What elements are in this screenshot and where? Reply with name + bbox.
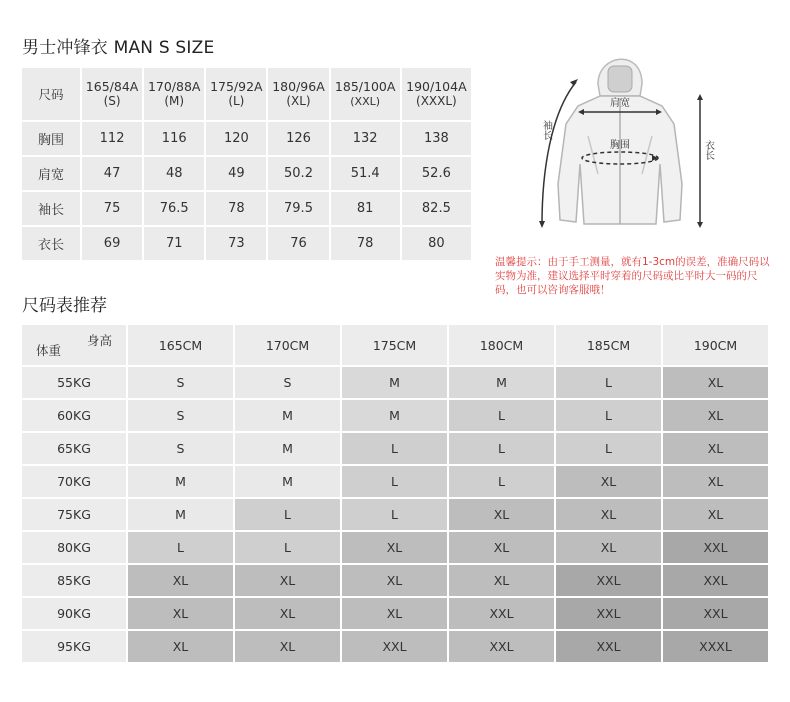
recommended-size: XL (234, 630, 341, 663)
sleeve-label: 袖长 (540, 120, 552, 140)
recommended-size: L (127, 531, 234, 564)
measure-value: 71 (143, 226, 205, 261)
height-col: 185CM (555, 324, 662, 366)
size-row (21, 121, 472, 156)
recommended-size: L (234, 531, 341, 564)
size-col-s (81, 67, 143, 121)
recommended-size: XL (662, 465, 769, 498)
recommended-size: S (127, 432, 234, 465)
recommended-size: XXL (555, 597, 662, 630)
height-header: 身高 (86, 333, 112, 348)
measure-value: 78 (205, 191, 267, 226)
recommended-size: M (341, 399, 448, 432)
recommended-size: M (448, 366, 555, 399)
recommended-size: M (127, 498, 234, 531)
corner-cell (21, 324, 127, 366)
recommended-size: XXL (341, 630, 448, 663)
measure-value: 82.5 (401, 191, 472, 226)
recommended-size: L (341, 498, 448, 531)
recommended-size: XL (341, 564, 448, 597)
measure-value: 78 (330, 226, 401, 261)
recommended-size: XL (234, 597, 341, 630)
size-table (20, 66, 473, 262)
size-name: (XXL) (350, 95, 381, 108)
size-label-header: 尺码 (21, 67, 81, 121)
measure-label: 衣长 (21, 226, 81, 261)
size-name: (M) (164, 94, 185, 108)
recommended-size: XXXL (662, 630, 769, 663)
recommended-size: S (234, 366, 341, 399)
recommended-size: XL (448, 531, 555, 564)
recommended-size: XL (662, 366, 769, 399)
recommended-size: L (448, 432, 555, 465)
recommended-size: M (234, 432, 341, 465)
size-code: 175/92A (210, 79, 263, 94)
recommended-size: XL (341, 531, 448, 564)
recommended-size: XXL (662, 564, 769, 597)
recommend-table (20, 323, 770, 664)
shoulder-label: 肩宽 (610, 98, 630, 109)
measure-value: 138 (401, 121, 472, 156)
recommended-size: L (234, 498, 341, 531)
height-col: 190CM (662, 324, 769, 366)
recommended-size: XXL (448, 630, 555, 663)
weight-header: 体重 (36, 343, 62, 358)
recommended-size: XL (555, 465, 662, 498)
recommend-title: 尺码表推荐 (22, 296, 107, 316)
weight-label: 60KG (21, 399, 127, 432)
size-chart-title: 男士冲锋衣 MAN S SIZE (22, 38, 215, 58)
recommended-size: M (127, 465, 234, 498)
measure-value: 81 (330, 191, 401, 226)
weight-row (21, 498, 769, 531)
recommended-size: L (448, 465, 555, 498)
size-code: 190/104A (406, 79, 467, 94)
jacket-diagram (520, 44, 770, 244)
measure-label: 胸围 (21, 121, 81, 156)
chest-label: 胸围 (610, 140, 630, 151)
size-name: (L) (228, 94, 245, 108)
measure-value: 69 (81, 226, 143, 261)
measure-value: 47 (81, 156, 143, 191)
recommended-size: XL (662, 399, 769, 432)
weight-row (21, 399, 769, 432)
size-col-xl (267, 67, 329, 121)
weight-label: 65KG (21, 432, 127, 465)
measure-value: 79.5 (267, 191, 329, 226)
recommended-size: XL (662, 432, 769, 465)
height-col: 175CM (341, 324, 448, 366)
recommended-size: XL (127, 564, 234, 597)
weight-row (21, 630, 769, 663)
height-col: 165CM (127, 324, 234, 366)
recommended-size: XL (234, 564, 341, 597)
recommended-size: L (555, 432, 662, 465)
measurement-note: 温馨提示：由于手工测量，就有1-3cm的误差，准确尺码以实物为准，建议选择平时穿着的尺码或比平时大一码的尺码，也可以咨询客服哦！ (495, 256, 770, 296)
measure-value: 116 (143, 121, 205, 156)
recommended-size: S (127, 399, 234, 432)
recommended-size: XXL (662, 597, 769, 630)
recommended-size: XXL (448, 597, 555, 630)
recommended-size: S (127, 366, 234, 399)
size-table-body (21, 121, 472, 261)
recommended-size: XXL (555, 630, 662, 663)
size-name: (XL) (286, 94, 311, 108)
recommended-size: L (555, 399, 662, 432)
size-row (21, 156, 472, 191)
recommended-size: L (555, 366, 662, 399)
size-code: 185/100A (334, 79, 396, 94)
recommended-size: XL (127, 630, 234, 663)
size-code: 180/96A (272, 79, 325, 94)
weight-label: 80KG (21, 531, 127, 564)
measure-value: 76.5 (143, 191, 205, 226)
size-name: (XXXL) (416, 94, 457, 108)
size-col-m (143, 67, 205, 121)
size-name: (S) (103, 94, 121, 108)
measure-value: 126 (267, 121, 329, 156)
weight-row (21, 597, 769, 630)
weight-label: 95KG (21, 630, 127, 663)
measure-value: 48 (143, 156, 205, 191)
recommended-size: XXL (662, 531, 769, 564)
recommended-size: L (341, 432, 448, 465)
recommended-size: XL (448, 498, 555, 531)
recommended-size: XL (662, 498, 769, 531)
weight-label: 75KG (21, 498, 127, 531)
weight-row (21, 465, 769, 498)
recommended-size: XL (555, 498, 662, 531)
weight-row (21, 564, 769, 597)
recommended-size: L (341, 465, 448, 498)
recommend-header (21, 324, 769, 366)
measure-value: 112 (81, 121, 143, 156)
measure-value: 73 (205, 226, 267, 261)
weight-label: 55KG (21, 366, 127, 399)
recommended-size: M (234, 465, 341, 498)
measure-label: 肩宽 (21, 156, 81, 191)
measure-value: 120 (205, 121, 267, 156)
weight-row (21, 366, 769, 399)
weight-row (21, 531, 769, 564)
measure-value: 50.2 (267, 156, 329, 191)
recommended-size: XL (555, 531, 662, 564)
measure-value: 76 (267, 226, 329, 261)
recommended-size: XL (127, 597, 234, 630)
recommended-size: XL (448, 564, 555, 597)
measure-value: 80 (401, 226, 472, 261)
weight-label: 70KG (21, 465, 127, 498)
size-code: 170/88A (147, 79, 201, 94)
measure-value: 52.6 (401, 156, 472, 191)
measure-value: 75 (81, 191, 143, 226)
jacket-icon (520, 44, 770, 244)
measure-label: 袖长 (21, 191, 81, 226)
length-label: 衣长 (702, 140, 714, 160)
weight-row (21, 432, 769, 465)
size-col-xxl (330, 67, 401, 121)
measure-value: 49 (205, 156, 267, 191)
recommended-size: XXL (555, 564, 662, 597)
size-row (21, 191, 472, 226)
recommended-size: L (448, 399, 555, 432)
size-code: 165/84A (85, 79, 139, 94)
size-col-xxxl (401, 67, 472, 121)
recommended-size: XL (341, 597, 448, 630)
size-col-l (205, 67, 267, 121)
height-col: 170CM (234, 324, 341, 366)
size-table-header (21, 67, 472, 121)
recommended-size: M (341, 366, 448, 399)
measure-value: 132 (330, 121, 401, 156)
recommend-body (21, 366, 769, 663)
recommended-size: M (234, 399, 341, 432)
weight-label: 90KG (21, 597, 127, 630)
measure-value: 51.4 (330, 156, 401, 191)
size-row (21, 226, 472, 261)
height-col: 180CM (448, 324, 555, 366)
weight-label: 85KG (21, 564, 127, 597)
